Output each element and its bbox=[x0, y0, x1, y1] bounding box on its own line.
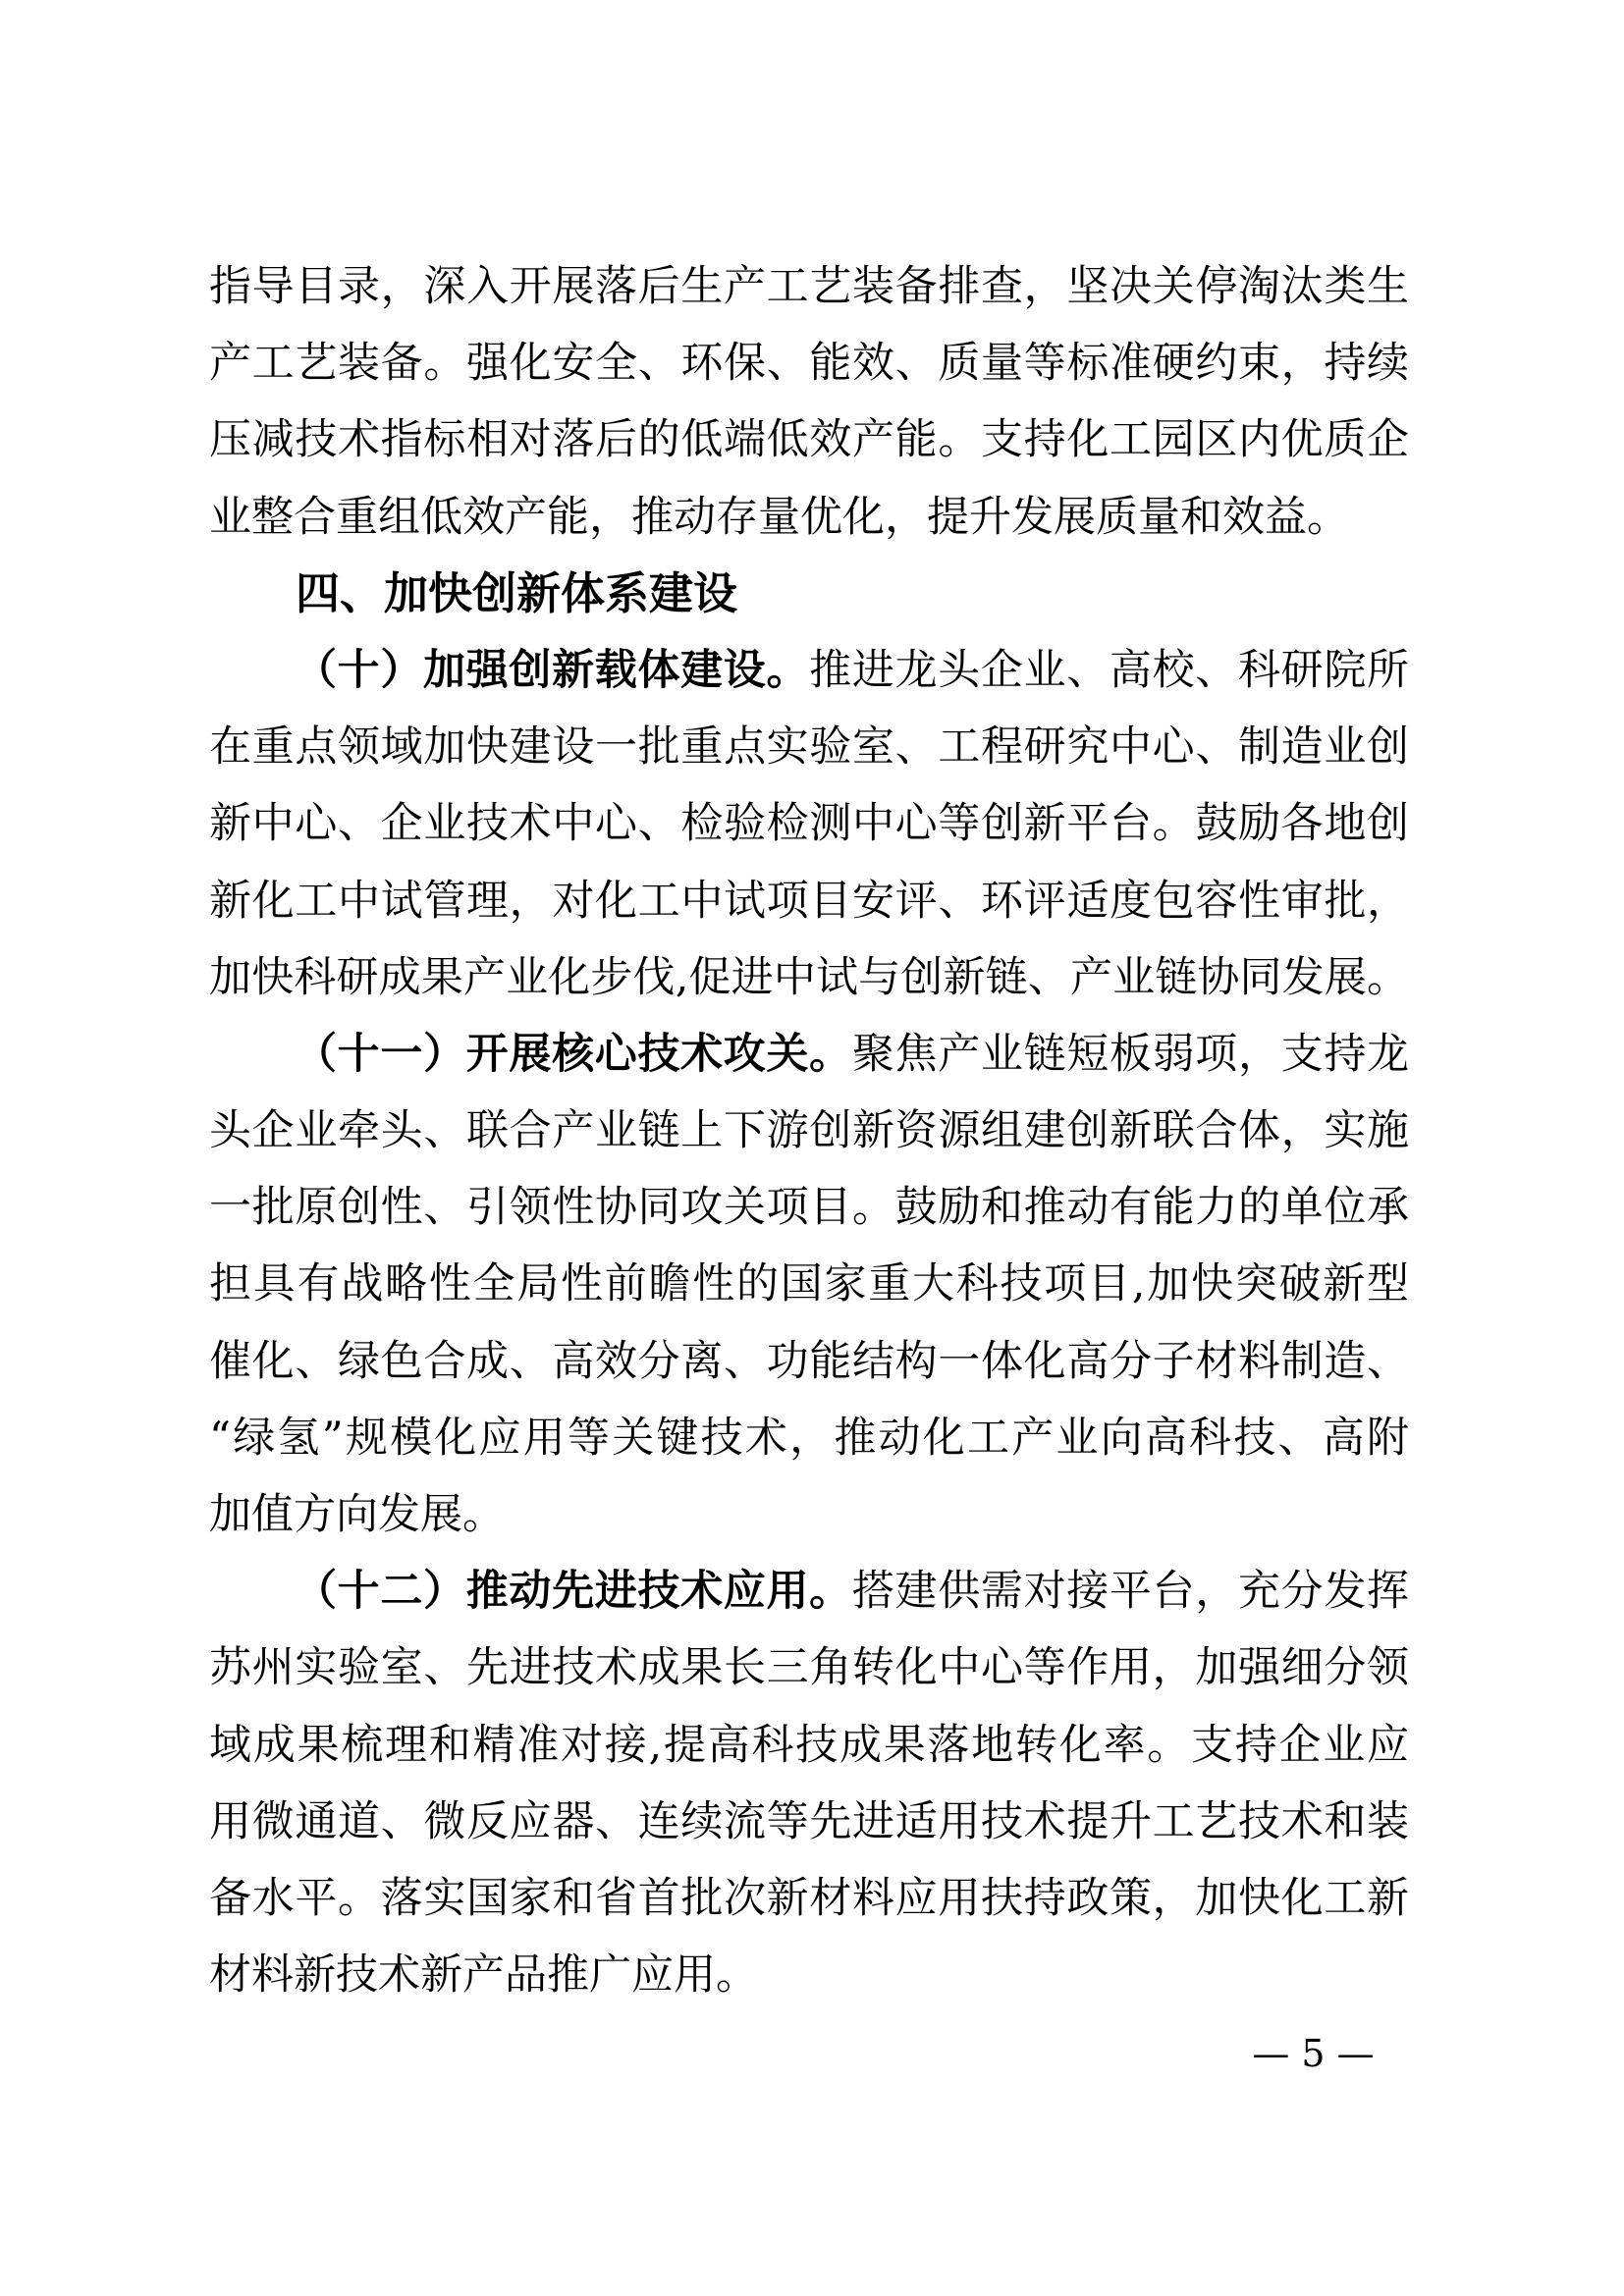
body-line bbox=[209, 1553, 1409, 1629]
body-line: 新化工中试管理，对化工中试项目安评、环评适度包容性审批， bbox=[209, 876, 1409, 926]
item-lead-phrase: （十）加强创新载体建设。 bbox=[295, 645, 810, 695]
body-line: 备水平。落实国家和省首批次新材料应用扶持政策，加快化工新 bbox=[209, 1873, 1409, 1923]
body-line: 催化、绿色合成、高效分离、功能结构一体化高分子材料制造、 bbox=[209, 1336, 1409, 1386]
body-line: 压减技术指标相对落后的低端低效产能。支持化工园区内优质企 bbox=[209, 415, 1409, 465]
body-line: 材料新技术新产品推广应用。 bbox=[209, 1950, 758, 2001]
body-text: 搭建供需对接平台，充分发挥 bbox=[851, 1567, 1410, 1617]
body-line: 域成果梳理和精准对接,提高科技成果落地转化率。支持企业应 bbox=[209, 1720, 1409, 1770]
body-line bbox=[209, 632, 1409, 709]
body-line: 新中心、企业技术中心、检验检测中心等创新平台。鼓励各地创 bbox=[209, 799, 1409, 849]
body-text: 推进龙头企业、高校、科研院所 bbox=[809, 645, 1410, 695]
body-line: 产工艺装备。强化安全、环保、能效、质量等标准硬约束，持续 bbox=[209, 339, 1409, 389]
body-line: 业整合重组低效产能，推动存量优化，提升发展质量和效益。 bbox=[209, 492, 1349, 542]
item-lead-phrase: （十二）推动先进技术应用。 bbox=[295, 1567, 852, 1617]
body-text: 聚焦产业链短板弱项，支持龙 bbox=[851, 1029, 1410, 1079]
section-heading: 四、加快创新体系建设 bbox=[296, 566, 738, 619]
body-line: 在重点领域加快建设一批重点实验室、工程研究中心、制造业创 bbox=[209, 722, 1409, 773]
item-lead-phrase: （十一）开展核心技术攻关。 bbox=[295, 1029, 852, 1079]
body-line: 加值方向发展。 bbox=[209, 1490, 505, 1539]
body-line: 担具有战略性全局性前瞻性的国家重大科技项目,加快突破新型 bbox=[209, 1259, 1409, 1309]
document-body bbox=[209, 248, 1409, 2013]
body-line: 苏州实验室、先进技术成果长三角转化中心等作用，加强细分领 bbox=[209, 1643, 1409, 1693]
body-line bbox=[209, 1016, 1409, 1093]
body-line: 指导目录，深入开展落后生产工艺装备排查，坚决关停淘汰类生 bbox=[209, 262, 1409, 311]
body-line: “绿氢”规模化应用等关键技术，推动化工产业向高科技、高附 bbox=[209, 1413, 1409, 1463]
body-line: 头企业牵头、联合产业链上下游创新资源组建创新联合体，实施 bbox=[209, 1106, 1409, 1156]
body-line: 一批原创性、引领性协同攻关项目。鼓励和推动有能力的单位承 bbox=[209, 1183, 1409, 1233]
page-number: — 5 — bbox=[1252, 2032, 1375, 2075]
body-line: 加快科研成果产业化步伐,促进中试与创新链、产业链协同发展。 bbox=[209, 952, 1409, 1002]
body-line: 用微通道、微反应器、连续流等先进适用技术提升工艺技术和装 bbox=[209, 1796, 1409, 1846]
